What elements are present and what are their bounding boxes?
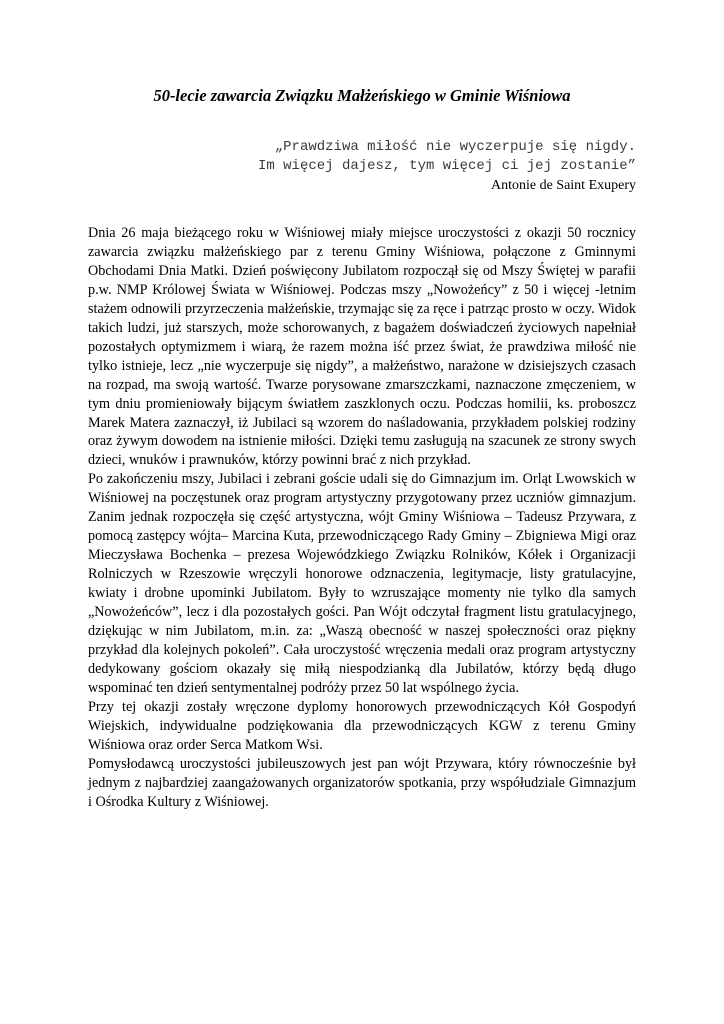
quote-author: Antonie de Saint Exupery [490,178,636,193]
quote-line-2: Im więcej dajesz, tym więcej ci jej zostanie” [257,158,636,174]
quote-line-1: „Prawdziwa miłość nie wyczerpuje się nigdy. [274,139,636,155]
paragraph-2: Po zakończeniu mszy, Jubilaci i zebrani goście udali się do Gimnazjum im. Orląt Lwowskich w Wiśniowej na poczęstunek oraz program artystyczny przygotowany przez uczniów gimnazjum. Zanim jednak rozpoczęła się część artystyczna, wójt Gminy Wiśniowa – Tadeusz Przywara, z pomocą zastępcy wójta– Marcina Kuta, przewodniczącego Rady Gminy – Zbigniewa Migi oraz Mieczysława Bochenka – prezesa Wojewódzkiego Związku Rolników, Kółek i Organizacji Rolniczych w Rzeszowie wręczyli honorowe odznaczenia, legitymacje, listy gratulacyjne, kwiaty i drobne upominki Jubilatom. Były to wzruszające momenty nie tylko dla samych „Nowożeńców”, lecz i dla pozostałych gości. Pan Wójt odczytał fragment listu gratulacyjnego, dziękując w nim Jubilatom, m.in. za: „Waszą obecność w naszej społeczności oraz piękny przykład dla kolejnych pokoleń”. Cała uroczystość wręczenia medali oraz program artystyczny dedykowany gościom okazały się miłą niespodzianką dla Jubilatów, którzy będą długo wspominać ten dzień sentymentalnej podróży przez 50 lat wspólnego życia. [88,471,636,696]
document-title: 50-lecie zawarcia Związku Małżeńskiego w Gminie Wiśniowa [153,86,571,105]
paragraph-4: Pomysłodawcą uroczystości jubileuszowych jest pan wójt Przywara, który równocześnie był jednym z najbardziej zaangażowanych organizatorów spotkania, przy współudziale Gimnazjum i Ośrodka Kultury z Wiśniowej. [88,755,636,810]
epigraph-quote [88,138,636,195]
article-body [88,224,636,812]
paragraph-1: Dnia 26 maja bieżącego roku w Wiśniowej miały miejsce uroczystości z okazji 50 rocznicy zawarcia związku małżeńskiego par z terenu Gminy Wiśniowa, połączone z Gminnymi Obchodami Dnia Matki. Dzień poświęcony Jubilatom rozpoczął się od Mszy Świętej w parafii p.w. NMP Królowej Świata w Wiśniowej. Podczas mszy „Nowożeńcy” z 50 i więcej -letnim stażem odnowili przyrzeczenia małżeńskie, trzymając się za ręce i patrząc prosto w oczy. Widok takich ludzi, już starszych, może schorowanych, z bagażem doświadczeń życiowych napełniał pozostałych optymizmem i wiarą, że razem można iść przez świat, że prawdziwa miłość nie tylko istnieje, lecz „nie wyczerpuje się nigdy”, a małżeństwo, narażone w dzisiejszych czasach na rozpad, ma swoją wartość. Twarze porysowane zmarszczkami, naznaczone zmęczeniem, w tym dniu promieniowały bijącym światłem zaszklonych oczu. Podczas homilii, ks. proboszcz Marek Matera zaznaczył, iż Jubilaci są wzorem do naśladowania, przykładem polskiej rodziny oraz żywym dowodem na istnienie miłości. Dzięki temu zasługują na szacunek ze strony swych dzieci, wnuków i prawnuków, którzy powinni brać z nich przykład. [88,225,636,469]
paragraph-3: Przy tej okazji zostały wręczone dyplomy honorowych przewodniczących Kół Gospodyń Wiejskich, indywidualne podziękowania dla przewodniczących KGW z terenu Gminy Wiśniowa oraz order Serca Matkom Wsi. [88,698,636,753]
